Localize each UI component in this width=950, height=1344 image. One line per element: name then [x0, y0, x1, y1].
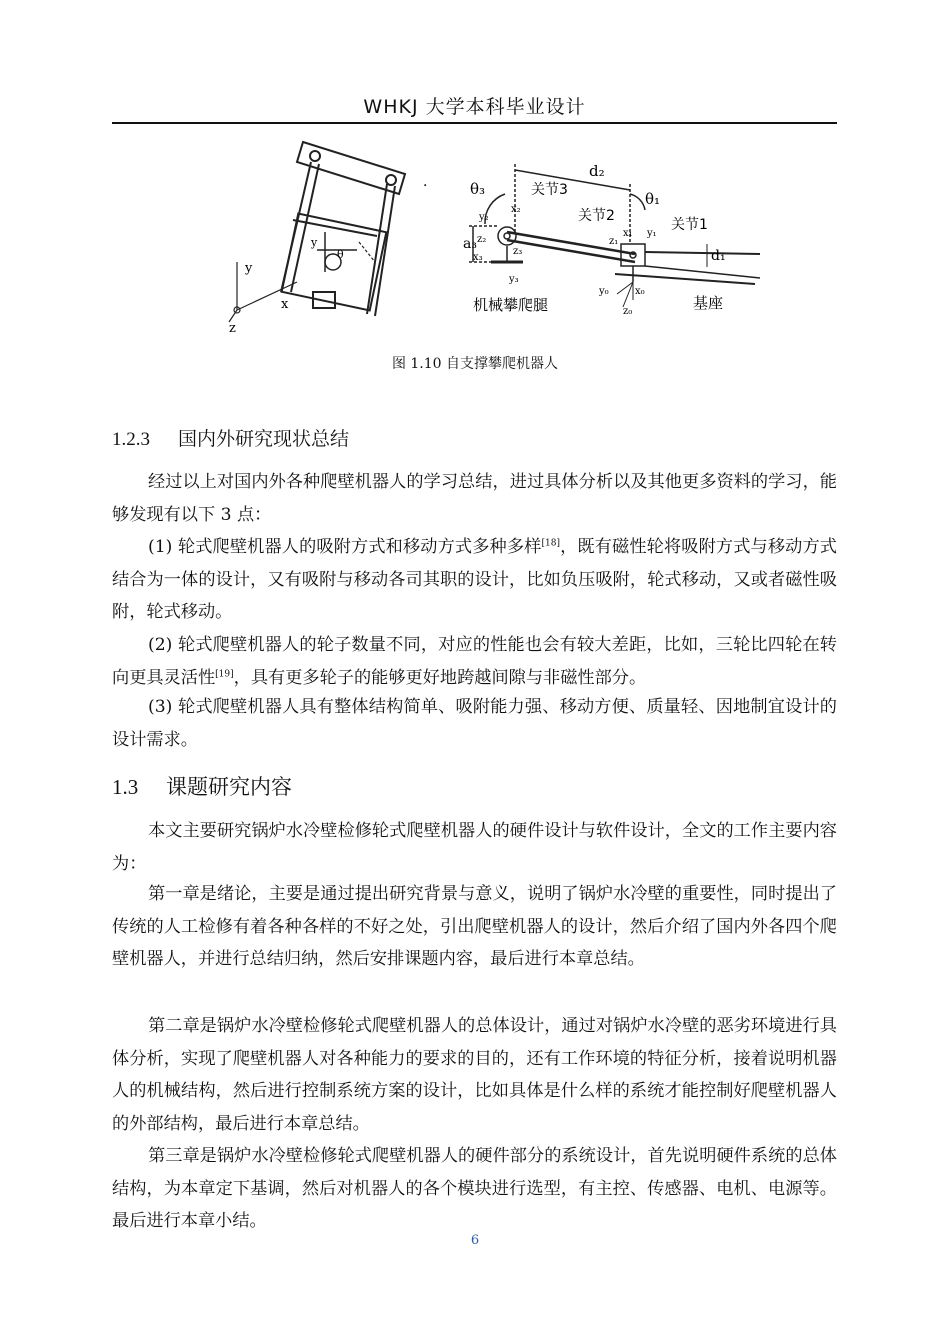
y2-label: y₂ — [479, 212, 489, 223]
paragraph-chapter-1: 第一章是绪论，主要是通过提出研究背景与意义，说明了锅炉水冷壁的重要性，同时提出了传统的人工检修有着各种各样的不好之处，引出爬壁机器人的设计，然后介绍了国内外各四个爬壁机器人，并进行总结归纳，然后安排课题内容，最后进行本章总结。 — [112, 884, 837, 969]
paragraph-research-content: 本文主要研究锅炉水冷壁检修轮式爬壁机器人的硬件设计与软件设计，全文的工作主要内容为： — [112, 821, 837, 874]
theta3-label: θ₃ — [470, 180, 486, 198]
paragraph-point-1: (1) 轮式爬壁机器人的吸附方式和移动方式多种多样[18]，既有磁性轮将吸附方式与移动方式结合为一体的设计，又有吸附与移动各司其职的设计，比如负压吸附，轮式移动，又或者磁性吸附，轮式移动。 — [112, 537, 837, 622]
x2-label: x₂ — [511, 204, 521, 215]
paragraph-chapter-3: 第三章是锅炉水冷壁检修轮式爬壁机器人的硬件部分的系统设计，首先说明硬件系统的总体结构，为本章定下基调，然后对机器人的各个模块进行选型，有主控、传感器、电机、电源等。最后进行本章小结。 — [112, 1146, 837, 1231]
y1-label: y₁ — [647, 228, 657, 239]
frame-y-label: y — [311, 236, 318, 249]
figure-caption: 图 1.10 自支撑攀爬机器人 — [391, 356, 559, 372]
paragraph-summary-intro: 经过以上对国内外各种爬壁机器人的学习总结，进过具体分析以及其他更多资料的学习，能够发现有以下 3 点： — [112, 472, 837, 525]
page-header: WHKJ 大学本科毕业设计 — [112, 92, 837, 124]
axis-y-label: y — [245, 261, 253, 276]
paragraph-point-2: (2) 轮式爬壁机器人的轮子数量不同，对应的性能也会有较大差距，比如，三轮比四轮在转向更具灵活性[19]，具有更多轮子的能够更好地跨越间隙与非磁性部分。 — [112, 635, 837, 688]
leg-label: 机械攀爬腿 — [473, 296, 549, 314]
z3-label: z₃ — [513, 246, 523, 257]
z1-label: z₁ — [609, 236, 619, 247]
section-title: 课题研究内容 — [166, 775, 292, 799]
section-title: 国内外研究现状总结 — [178, 428, 350, 450]
y0-label: y₀ — [599, 286, 609, 297]
citation-ref: [18] — [541, 538, 560, 549]
joint2-label: 关节2 — [578, 208, 615, 224]
joint1-label: 关节1 — [671, 217, 708, 233]
x1-label: x₁ — [623, 228, 633, 239]
page-number: 6 — [470, 1233, 480, 1248]
left-robot-sketch — [229, 142, 405, 322]
x3-label: x₃ — [473, 252, 483, 263]
base-label: 基座 — [693, 294, 724, 312]
citation-ref: [19] — [215, 668, 234, 679]
paragraph-chapter-2: 第二章是锅炉水冷壁检修轮式爬壁机器人的总体设计，通过对锅炉水冷壁的恶劣环境进行具体分析，实现了爬壁机器人对各种能力的要求的目的，还有工作环境的特征分析，接着说明机器人的机械结构，然后进行控制系统方案的设计，比如具体是什么样的系统才能控制好爬壁机器人的外部结构，最后进行本章总结。 — [112, 1016, 837, 1134]
section-heading-1-2-3 — [112, 424, 349, 451]
a3-label: a₃ — [463, 236, 477, 252]
robot-figure — [215, 132, 775, 342]
z2-label: z₂ — [477, 234, 487, 245]
theta1-label: θ₁ — [645, 190, 661, 208]
x0-label: x₀ — [635, 286, 645, 297]
axis-x-label: x — [281, 297, 289, 312]
section-heading-1-3 — [112, 771, 292, 801]
y3-label: y₃ — [509, 274, 519, 285]
d2-label: d₂ — [589, 162, 605, 180]
d1-label: d₁ — [711, 248, 726, 264]
section-number: 1.2.3 — [112, 429, 150, 450]
frame-theta-label: θ — [337, 248, 344, 261]
dot-mark: · — [423, 178, 428, 194]
joint3-label: 关节3 — [531, 182, 568, 198]
paragraph-point-3: (3) 轮式爬壁机器人具有整体结构简单、吸附能力强、移动方便、质量轻、因地制宜设计的设计需求。 — [112, 697, 837, 750]
section-number: 1.3 — [112, 775, 139, 799]
axis-z-label: z — [229, 321, 236, 336]
z0-label: z₀ — [623, 306, 633, 317]
